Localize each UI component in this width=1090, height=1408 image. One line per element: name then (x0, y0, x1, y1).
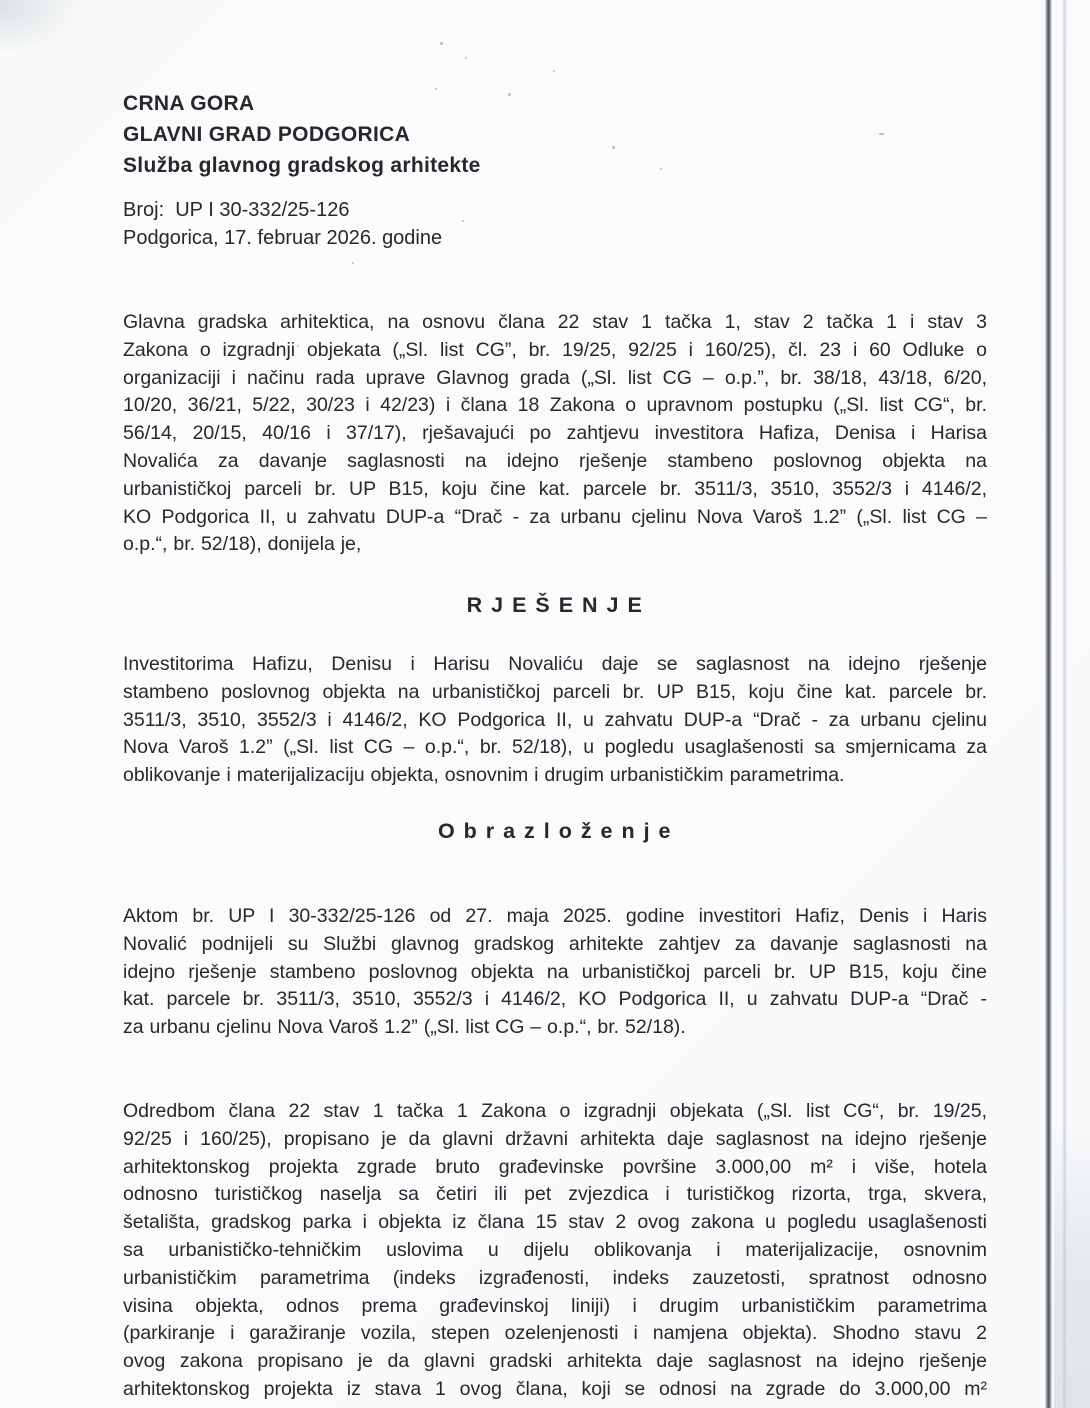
text-line: urbanističkoj parceli br. UP B15, koju čine kat. parcele br. 3511/3, 3510, 3552/3 i 4146/2, (123, 477, 987, 500)
scan-corner-shadow (0, 0, 90, 60)
text-line: 3511/3, 3510, 3552/3 i 4146/2, KO Podgorica II, u zahvatu DUP-a “Drač - za urbanu cjelinu (123, 708, 987, 731)
text-line: kat. parcele br. 3511/3, 3510, 3552/3 i 4146/2, KO Podgorica II, u zahvatu DUP-a “Drač - (123, 988, 987, 1011)
text-line: stambeno poslovnog objekta na urbanističkoj parceli br. UP B15, koju čine kat. parcele br. (123, 680, 987, 703)
letterhead-country: CRNA GORA (123, 92, 255, 115)
text-line: 10/20, 36/21, 5/22, 30/23 i 42/23) i člana 18 Zakona o upravnom postupku („Sl. list CG“, br. (123, 394, 987, 417)
text-line: Zakona o izgradnji objekata („Sl. list CG”, br. 19/25, 92/25 i 160/25), čl. 23 i 60 Odluke o (123, 338, 987, 361)
text-line: visina objekta, odnos prema građevinskoj liniji) i drugim urbanističkim parametrima (123, 1294, 987, 1317)
text-line: za urbanu cjelinu Nova Varoš 1.2” („Sl. list CG – o.p.“, br. 52/18). (123, 1016, 686, 1039)
rationale-paragraph-1 (123, 903, 987, 1042)
case-number: Broj: UP I 30-332/25-126 (123, 199, 350, 221)
text-line: KO Podgorica II, u zahvatu DUP-a “Drač - za urbanu cjelinu Nova Varoš 1.2” („Sl. list CG – (123, 505, 987, 528)
decision-heading: R J E Š E N J E (466, 593, 644, 617)
text-line: Novalić podnijeli su Službi glavnog gradskog arhitekte zahtjev za davanje saglasnosti na (123, 932, 987, 955)
text-line: 56/14, 20/15, 40/16 i 37/17), rješavajući po zahtjevu investitora Hafiza, Denisa i Harisa (123, 422, 987, 445)
rationale-heading: O b r a z l o ž e n j e (437, 819, 672, 843)
text-line: 92/25 i 160/25), propisano je da glavni državni arhitekta daje saglasnost na idejno rješenje (123, 1127, 987, 1150)
letterhead-city: GLAVNI GRAD PODGORICA (123, 123, 411, 146)
text-line: Investitorima Hafizu, Denisu i Harisu Novaliću daje se saglasnost na idejno rješenje (123, 653, 987, 675)
text-line: o.p.“, br. 52/18), donijela je, (123, 533, 362, 556)
text-line: Glavna gradska arhitektica, na osnovu člana 22 stav 1 tačka 1, stav 2 tačka 1 i stav 3 (123, 311, 987, 333)
text-line: sa urbanističko-tehničkim uslovima u dijelu oblikovanja i materijalizacije, osnovnim (123, 1238, 987, 1261)
text-line: idejno rješenje stambeno poslovnog objekta na urbanističkoj parceli br. UP B15, koju čine (123, 960, 987, 983)
text-line: arhitektonskog projekta zgrade bruto građevinske površine 3.000,00 m² i više, hotela (123, 1155, 987, 1178)
text-line: Aktom br. UP I 30-332/25-126 od 27. maja 2025. godine investitori Hafiz, Denis i Haris (123, 905, 987, 927)
text-line: (parkiranje i garažiranje vozila, stepen ozelenjenosti i namjena objekta). Shodno stavu 2 (123, 1322, 987, 1345)
letterhead-office: Služba glavnog gradskog arhitekte (123, 154, 481, 177)
text-line: Nova Varoš 1.2” („Sl. list CG – o.p.“, br. 52/18), u pogledu usaglašenosti sa smjernicama za (123, 736, 987, 759)
text-line: organizaciji i načinu rada uprave Glavnog grada („Sl. list CG – o.p.”, br. 38/18, 43/18, 6/20, (123, 366, 987, 389)
text-line: arhitektonskog projekta iz stava 1 ovog člana, koji se odnosi na zgrade do 3.000,00 m² (123, 1377, 987, 1400)
text-line: šetališta, gradskog parka i objekta iz člana 15 stav 2 ovog zakona u pogledu usaglašenosti (123, 1211, 987, 1234)
scan-edge-shadow-bottom (1054, 1120, 1090, 1408)
place-and-date: Podgorica, 17. februar 2026. godine (123, 227, 443, 249)
text-line: Odredbom člana 22 stav 1 tačka 1 Zakona o izgradnji objekata („Sl. list CG“, br. 19/25, (123, 1100, 987, 1122)
text-line: urbanističkim parametrima (indeks izgrađenosti, indeks zauzetosti, spratnost odnosno (123, 1266, 987, 1289)
text-line: odnosno turističkog naselja sa četiri ili pet zvjezdica i turističkog rizorta, trga, skvera, (123, 1183, 987, 1206)
text-line: Novalića za davanje saglasnosti na idejno rješenje stambeno poslovnog objekta na (123, 449, 987, 472)
rationale-paragraph-2 (123, 1098, 987, 1404)
reference-block (123, 196, 987, 252)
scan-edge-line-dark (1045, 0, 1052, 1408)
decision-paragraph (123, 651, 987, 790)
preamble-paragraph (123, 309, 987, 559)
text-line: ovog zakona propisano je da glavni gradski arhitekta daje saglasnost na idejno rješenje (123, 1350, 987, 1373)
letterhead (123, 88, 987, 181)
text-line: oblikovanje i materijalizaciju objekta, osnovnim i drugim urbanističkim parametrima. (123, 764, 845, 787)
